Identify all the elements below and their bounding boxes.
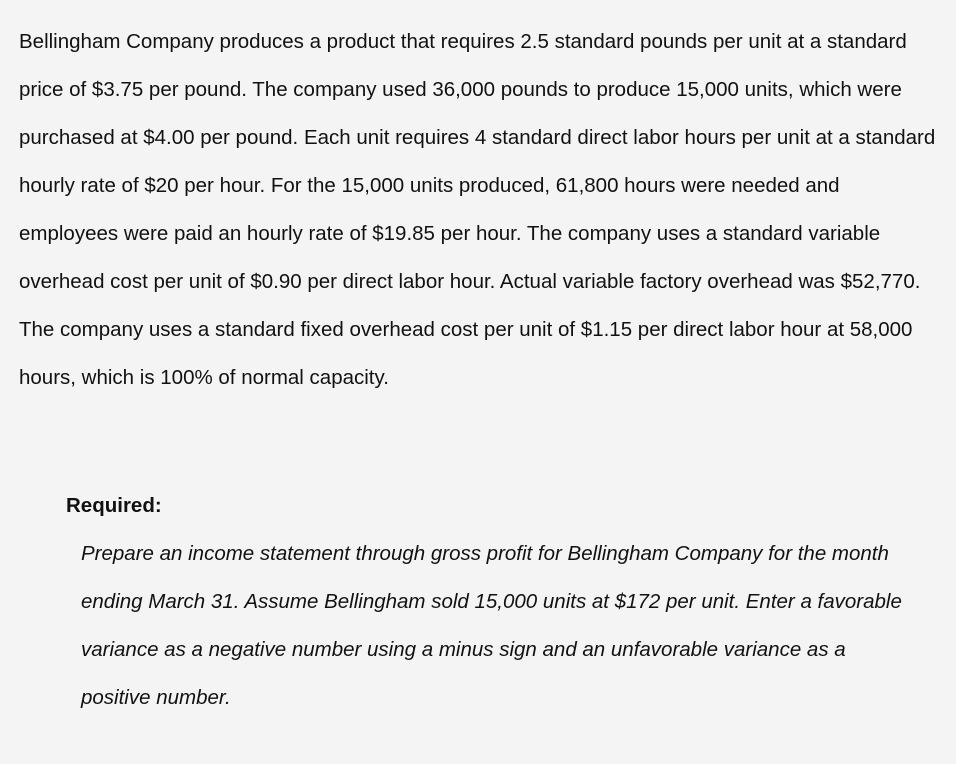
required-heading: Required: [66, 494, 162, 517]
required-section [66, 482, 926, 722]
problem-statement: Bellingham Company produces a product that requires 2.5 standard pounds per unit at a standard price of $3.75 per pound. The company used 36,000 pounds to produce 15,000 units, which were purchased at $4.00 per pound. Each unit requires 4 standard direct labor hours per unit at a standard hourly rate of $20 per hour. For the 15,000 units produced, 61,800 hours were needed and employees were paid an hourly rate of $19.85 per hour. The company uses a standard variable overhead cost per unit of $0.90 per direct labor hour. Actual variable factory overhead was $52,770. The company uses a standard fixed overhead cost per unit of $1.15 per direct labor hour at 58,000 hours, which is 100% of normal capacity. [19, 30, 936, 389]
required-instructions: Prepare an income statement through gross profit for Bellingham Company for the month ending March 31. Assume Bellingham sold 15,000 units at $172 per unit. Enter a favorable variance as a negative number using a minus sign and an unfavorable variance as a positive number. [81, 542, 902, 709]
